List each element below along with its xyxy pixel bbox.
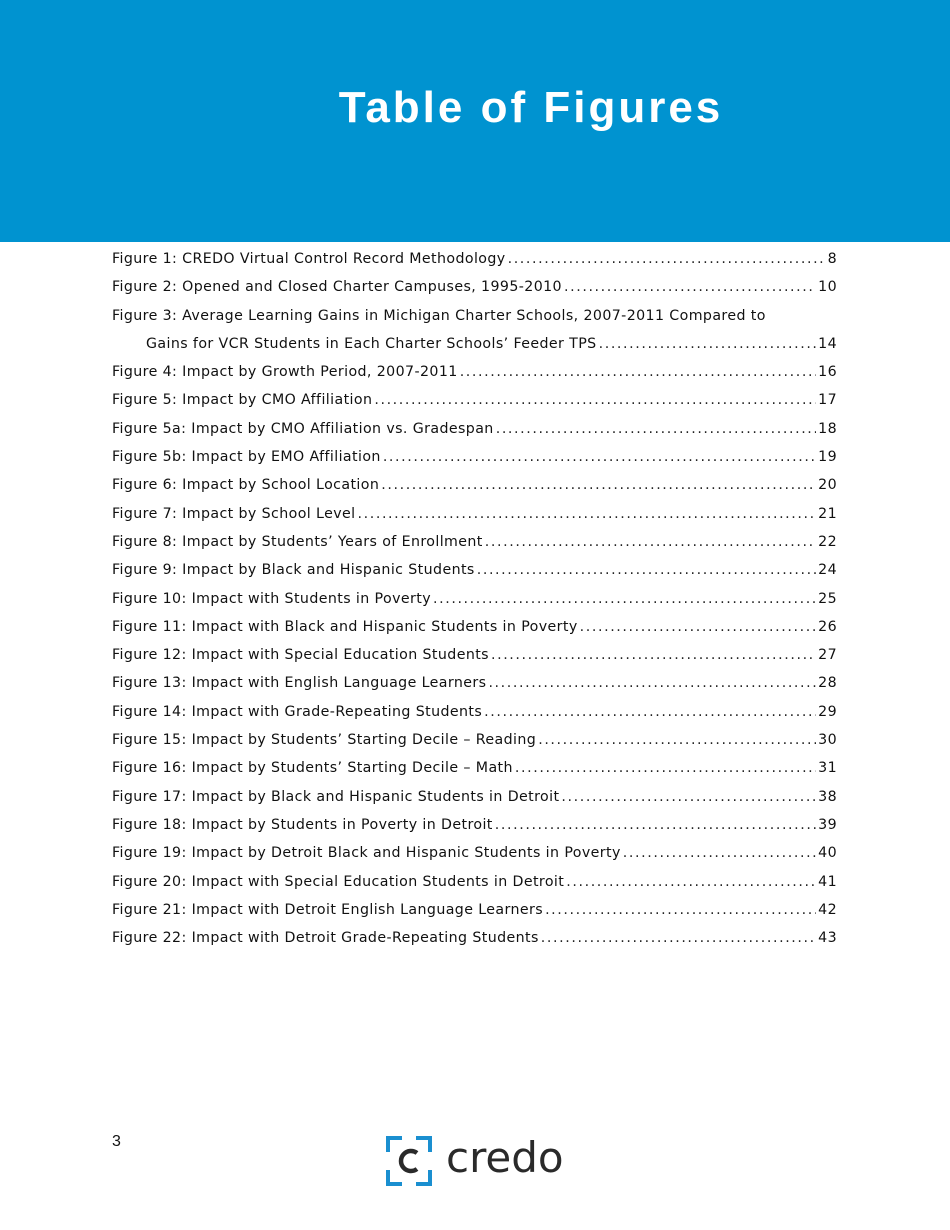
toc-entry-title: Figure 11: Impact with Black and Hispanic Students in Poverty [112, 618, 578, 635]
table-of-figures [112, 245, 837, 952]
dot-leader [496, 415, 816, 443]
toc-entry[interactable] [112, 302, 837, 359]
toc-entry-title: Figure 21: Impact with Detroit English Language Learners [112, 901, 544, 918]
toc-entry[interactable] [112, 613, 837, 641]
toc-line [112, 698, 837, 726]
dot-leader [508, 245, 826, 273]
toc-line [112, 669, 837, 697]
credo-logo [386, 1134, 571, 1188]
toc-entry[interactable] [112, 500, 837, 528]
dot-leader [460, 358, 816, 386]
toc-line [112, 273, 837, 301]
toc-entry[interactable] [112, 415, 837, 443]
toc-entry[interactable] [112, 726, 837, 754]
toc-entry[interactable] [112, 811, 837, 839]
toc-line [112, 839, 837, 867]
dot-leader [358, 500, 817, 528]
dot-leader [488, 669, 816, 697]
toc-entry-title: Figure 10: Impact with Students in Poverty [112, 590, 431, 607]
toc-entry-title: Figure 18: Impact by Students in Poverty in Detroit [112, 816, 493, 833]
toc-entry[interactable] [112, 669, 837, 697]
toc-line [112, 896, 837, 924]
toc-entry[interactable] [112, 754, 837, 782]
toc-page-number: 18 [818, 420, 837, 437]
toc-page-number: 43 [818, 930, 837, 947]
toc-entry[interactable] [112, 245, 837, 273]
toc-page-number: 14 [818, 335, 837, 352]
toc-entry[interactable] [112, 358, 837, 386]
dot-leader [433, 585, 816, 613]
toc-entry[interactable] [112, 868, 837, 896]
toc-entry-title: Figure 9: Impact by Black and Hispanic Students [112, 562, 475, 579]
toc-entry-title: Figure 20: Impact with Special Education Students in Detroit [112, 873, 565, 890]
dot-leader [374, 386, 816, 414]
toc-entry-title: Figure 4: Impact by Growth Period, 2007-2011 [112, 364, 458, 381]
toc-line [112, 783, 837, 811]
toc-entry[interactable] [112, 386, 837, 414]
toc-page-number: 19 [818, 449, 837, 466]
dot-leader [580, 613, 817, 641]
credo-bracket-c-icon [386, 1136, 432, 1186]
toc-entry[interactable] [112, 273, 837, 301]
toc-entry-title: Figure 2: Opened and Closed Charter Campuses, 1995-2010 [112, 279, 562, 296]
toc-entry[interactable] [112, 924, 837, 952]
toc-page-number: 17 [818, 392, 837, 409]
toc-line [112, 868, 837, 896]
toc-entry-title: Figure 12: Impact with Special Education Students [112, 647, 489, 664]
dot-leader [495, 811, 816, 839]
toc-entry-title: Figure 13: Impact with English Language Learners [112, 675, 487, 692]
toc-page-number: 29 [818, 703, 837, 720]
toc-entry[interactable] [112, 443, 837, 471]
dot-leader [566, 868, 816, 896]
toc-line [112, 811, 837, 839]
toc-entry-title: Figure 16: Impact by Students’ Starting Decile – Math [112, 760, 513, 777]
toc-line [112, 330, 837, 358]
toc-entry-title: Figure 3: Average Learning Gains in Michigan Charter Schools, 2007-2011 Compared to [112, 307, 766, 324]
page-title: Table of Figures [338, 83, 724, 132]
toc-entry-title: Figure 6: Impact by School Location [112, 477, 380, 494]
toc-entry-title: Figure 5b: Impact by EMO Affiliation [112, 449, 381, 466]
toc-line [112, 358, 837, 386]
toc-entry-title: Figure 7: Impact by School Level [112, 505, 356, 522]
toc-entry-title: Figure 19: Impact by Detroit Black and Hispanic Students in Poverty [112, 845, 621, 862]
toc-line [112, 726, 837, 754]
toc-line [112, 500, 837, 528]
toc-line [112, 641, 837, 669]
toc-page-number: 24 [818, 562, 837, 579]
toc-entry-title: Figure 14: Impact with Grade-Repeating Students [112, 703, 483, 720]
toc-line [112, 613, 837, 641]
toc-page-number: 42 [818, 901, 837, 918]
toc-line [112, 585, 837, 613]
toc-entry[interactable] [112, 471, 837, 499]
dot-leader [383, 443, 816, 471]
toc-page-number: 21 [818, 505, 837, 522]
toc-line [112, 415, 837, 443]
toc-entry[interactable] [112, 839, 837, 867]
toc-line [112, 528, 837, 556]
toc-entry-title: Figure 22: Impact with Detroit Grade-Repeating Students [112, 930, 539, 947]
toc-line [112, 556, 837, 584]
dot-leader [491, 641, 816, 669]
toc-entry-title: Figure 17: Impact by Black and Hispanic Students in Detroit [112, 788, 560, 805]
dot-leader [515, 754, 816, 782]
toc-entry[interactable] [112, 641, 837, 669]
toc-page-number: 20 [818, 477, 837, 494]
toc-entry-title: Figure 15: Impact by Students’ Starting Decile – Reading [112, 732, 537, 749]
dot-leader [599, 330, 817, 358]
toc-line [112, 386, 837, 414]
toc-line [112, 924, 837, 952]
toc-entry-title-continuation: Gains for VCR Students in Each Charter Schools’ Feeder TPS [146, 335, 597, 352]
logo-wordmark: credo [446, 1133, 564, 1182]
toc-entry[interactable] [112, 556, 837, 584]
toc-page-number: 28 [818, 675, 837, 692]
toc-page-number: 30 [818, 732, 837, 749]
dot-leader [477, 556, 816, 584]
toc-entry[interactable] [112, 585, 837, 613]
toc-entry[interactable] [112, 698, 837, 726]
dot-leader [538, 726, 816, 754]
toc-page-number: 8 [827, 251, 837, 267]
toc-entry[interactable] [112, 783, 837, 811]
toc-entry[interactable] [112, 528, 837, 556]
toc-line [112, 443, 837, 471]
toc-entry-title: Figure 5a: Impact by CMO Affiliation vs. Gradespan [112, 420, 494, 437]
toc-page-number: 31 [818, 760, 837, 777]
toc-entry-title: Figure 8: Impact by Students’ Years of Enrollment [112, 533, 483, 550]
toc-page-number: 22 [818, 533, 837, 550]
toc-page-number: 25 [818, 590, 837, 607]
toc-page-number: 16 [818, 364, 837, 381]
dot-leader [564, 273, 816, 301]
toc-page-number: 41 [818, 873, 837, 890]
toc-page-number: 10 [818, 279, 837, 296]
toc-line [112, 245, 837, 273]
toc-page-number: 39 [818, 816, 837, 833]
dot-leader [541, 924, 816, 952]
toc-entry[interactable] [112, 896, 837, 924]
toc-page-number: 38 [818, 788, 837, 805]
dot-leader [623, 839, 816, 867]
toc-entry-title: Figure 1: CREDO Virtual Control Record Methodology [112, 251, 506, 267]
dot-leader [484, 698, 816, 726]
toc-line [112, 754, 837, 782]
dot-leader [485, 528, 816, 556]
toc-entry-title: Figure 5: Impact by CMO Affiliation [112, 392, 373, 409]
toc-page-number: 27 [818, 647, 837, 664]
toc-page-number: 26 [818, 618, 837, 635]
dot-leader [381, 471, 816, 499]
toc-page-number: 40 [818, 845, 837, 862]
page-number: 3 [112, 1133, 121, 1150]
dot-leader [545, 896, 816, 924]
dot-leader [561, 783, 816, 811]
toc-line [112, 471, 837, 499]
